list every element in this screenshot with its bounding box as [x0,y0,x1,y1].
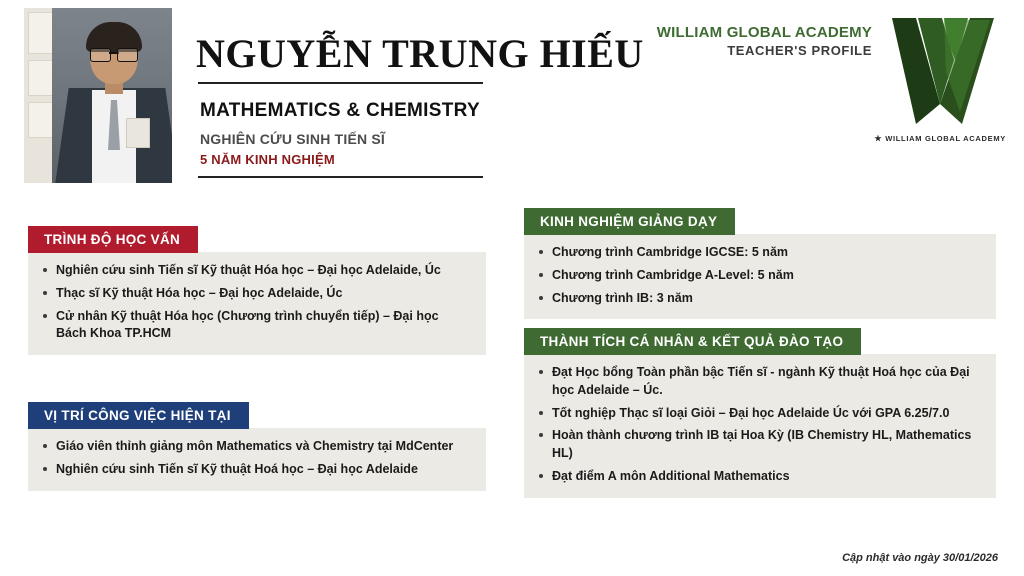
card-education-title: TRÌNH ĐỘ HỌC VẤN [28,226,198,253]
brand-name: WILLIAM GLOBAL ACADEMY [656,24,872,41]
list-item: Chương trình Cambridge A-Level: 5 năm [534,267,982,285]
card-current-position [28,402,486,491]
card-achievements-title: THÀNH TÍCH CÁ NHÂN & KẾT QUẢ ĐÀO TẠO [524,328,861,355]
academy-logo [882,12,998,132]
teacher-photo [24,8,172,183]
brand-text [657,24,872,58]
list-item: Hoàn thành chương trình IB tại Hoa Kỳ (IB Chemistry HL, Mathematics HL) [534,427,982,463]
card-teaching-experience-title: KINH NGHIỆM GIẢNG DẠY [524,208,735,235]
list-item: Tốt nghiệp Thạc sĩ loại Giỏi – Đại học Adelaide Úc với GPA 6.25/7.0 [534,405,982,423]
photo-person [52,8,172,183]
card-current-position-body [28,428,486,491]
list-item: Nghiên cứu sinh Tiến sĩ Kỹ thuật Hoá học – Đại học Adelaide [38,461,472,479]
experience-label: 5 NĂM KINH NGHIỆM [200,152,335,167]
logo-caption-text: WILLIAM GLOBAL ACADEMY [885,134,1006,143]
card-teaching-experience-body [524,234,996,319]
list-item: Đạt Học bổng Toàn phần bậc Tiến sĩ - ngành Kỹ thuật Hoá học của Đại học Adelaide – Úc. [534,364,982,400]
list-item: Đạt điểm A môn Additional Mathematics [534,468,982,486]
card-teaching-experience [524,208,996,319]
divider-top [198,82,483,84]
card-education [28,226,486,355]
subject-label: MATHEMATICS & CHEMISTRY [200,100,480,121]
list-item: Cử nhân Kỹ thuật Hóa học (Chương trình chuyển tiếp) – Đại học Bách Khoa TP.HCM [38,308,472,344]
list-item: Nghiên cứu sinh Tiến sĩ Kỹ thuật Hóa học – Đại học Adelaide, Úc [38,262,472,280]
card-current-position-title: VỊ TRÍ CÔNG VIỆC HIỆN TẠI [28,402,249,429]
card-achievements [524,328,996,498]
card-achievements-body [524,354,996,498]
page-title: NGUYỄN TRUNG HIẾU [196,31,644,76]
logo-caption [874,134,1006,143]
divider-bottom [198,176,483,178]
list-item: Thạc sĩ Kỹ thuật Hóa học – Đại học Adelaide, Úc [38,285,472,303]
degree-label: NGHIÊN CỨU SINH TIẾN SĨ [200,131,386,147]
list-item: Chương trình Cambridge IGCSE: 5 năm [534,244,982,262]
update-note: Cập nhật vào ngày 30/01/2026 [842,552,998,564]
list-item: Chương trình IB: 3 năm [534,290,982,308]
list-item: Giáo viên thỉnh giảng môn Mathematics và Chemistry tại MdCenter [38,438,472,456]
card-education-body [28,252,486,355]
photo-name-badge [126,118,150,148]
brand-subtitle: TEACHER'S PROFILE [727,43,872,58]
star-icon: ★ [874,134,883,143]
glasses-icon [90,48,138,60]
